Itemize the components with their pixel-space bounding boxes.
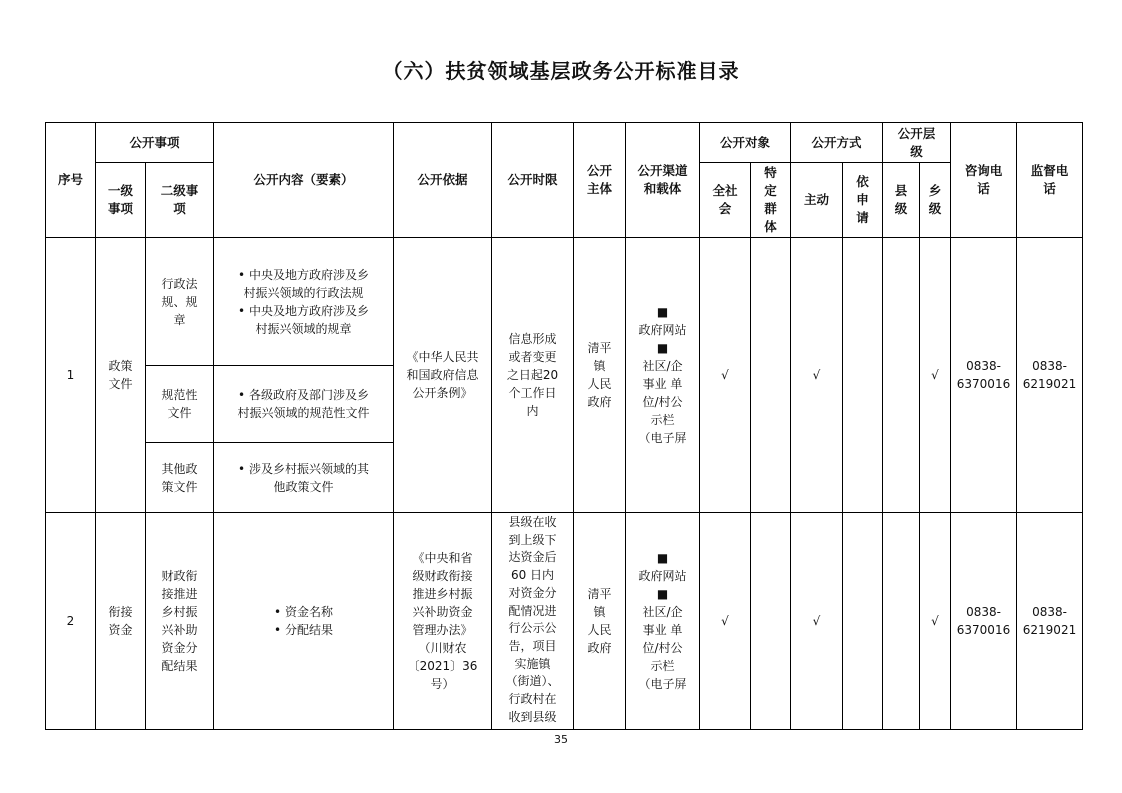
catalog-table [45, 122, 1083, 730]
row2-target-all-check: √ [700, 513, 751, 730]
header-level-town: 乡 级 [920, 163, 951, 238]
header-level-county: 县 级 [883, 163, 920, 238]
page-title: （六）扶贫领域基层政务公开标准目录 [382, 59, 740, 83]
row1-level-county-check [883, 238, 920, 513]
header-content: 公开内容（要素） [214, 123, 394, 238]
row1-level2-a: 行政法 规、规 章 [146, 238, 214, 366]
header-seq: 序号 [46, 123, 96, 238]
header-time: 公开时限 [492, 123, 574, 238]
row2-time-text: 县级在收 到上级下 达资金后 60 日内 对资金分 配情况进 行公示公 告，项目 实施镇 （街道）、 行政村在 收到县级 [505, 515, 560, 724]
row1-content-c: • 涉及乡村振兴领域的其 他政策文件 [214, 443, 394, 513]
row1-level2-c: 其他政 策文件 [146, 443, 214, 513]
header-supervise: 监督电 话 [1017, 123, 1083, 238]
row2-level-town-check: √ [920, 513, 951, 730]
row2-level2: 财政衔 接推进 乡村振 兴补助 资金分 配结果 [146, 513, 214, 730]
row2-content: • 资金名称 • 分配结果 [214, 513, 394, 730]
row1-content-a: • 中央及地方政府涉及乡 村振兴领域的行政法规 • 中央及地方政府涉及乡 村振兴领域的规章 [214, 238, 394, 366]
header-level1: 一级 事项 [96, 163, 146, 238]
row1-channel: ■ 政府网站 ■ 社区/企 事业 单 位/村公 示栏 （电子屏 [626, 238, 700, 513]
header-channel: 公开渠道 和载体 [626, 123, 700, 238]
row2-supervise-phone: 0838- 6219021 [1017, 513, 1083, 730]
header-target-all: 全社 会 [700, 163, 751, 238]
header-consult: 咨询电 话 [951, 123, 1017, 238]
row1-target-all-check: √ [700, 238, 751, 513]
header-row-1 [46, 123, 1083, 163]
row1-level-town-check: √ [920, 238, 951, 513]
row1-target-specific-check [751, 238, 791, 513]
row1-method-apply-check [843, 238, 883, 513]
header-subject: 公开 主体 [574, 123, 626, 238]
table-row [46, 238, 1083, 366]
header-method-active: 主动 [791, 163, 843, 238]
row2-method-active-check: √ [791, 513, 843, 730]
row1-consult-phone: 0838- 6370016 [951, 238, 1017, 513]
header-target: 公开对象 [700, 123, 791, 163]
row2-level-county-check [883, 513, 920, 730]
row1-subject: 清平 镇 人民 政府 [574, 238, 626, 513]
row1-seq: 1 [46, 238, 96, 513]
header-method-apply: 依 申 请 [843, 163, 883, 238]
header-method: 公开方式 [791, 123, 883, 163]
header-basis: 公开依据 [394, 123, 492, 238]
header-target-specific: 特 定 群 体 [751, 163, 791, 238]
row1-basis: 《中华人民共 和国政府信息 公开条例》 [394, 238, 492, 513]
header-level2: 二级事 项 [146, 163, 214, 238]
row1-time: 信息形成 或者变更 之日起20 个工作日 内 [492, 238, 574, 513]
row1-level1: 政策 文件 [96, 238, 146, 513]
row2-time [492, 513, 574, 730]
row2-basis: 《中央和省 级财政衔接 推进乡村振 兴补助资金 管理办法》 （川财农 〔2021〕36 号） [394, 513, 492, 730]
row2-consult-phone: 0838- 6370016 [951, 513, 1017, 730]
row2-level1: 衔接 资金 [96, 513, 146, 730]
row1-method-active-check: √ [791, 238, 843, 513]
row1-supervise-phone: 0838- 6219021 [1017, 238, 1083, 513]
row2-seq: 2 [46, 513, 96, 730]
page-number: 35 [554, 733, 568, 746]
row2-target-specific-check [751, 513, 791, 730]
header-matters: 公开事项 [96, 123, 214, 163]
row2-channel: ■ 政府网站 ■ 社区/企 事业 单 位/村公 示栏 （电子屏 [626, 513, 700, 730]
header-level: 公开层 级 [883, 123, 951, 163]
row2-method-apply-check [843, 513, 883, 730]
table-row [46, 513, 1083, 730]
row2-subject: 清平 镇 人民 政府 [574, 513, 626, 730]
row1-level2-b: 规范性 文件 [146, 366, 214, 443]
row1-content-b: • 各级政府及部门涉及乡 村振兴领域的规范性文件 [214, 366, 394, 443]
